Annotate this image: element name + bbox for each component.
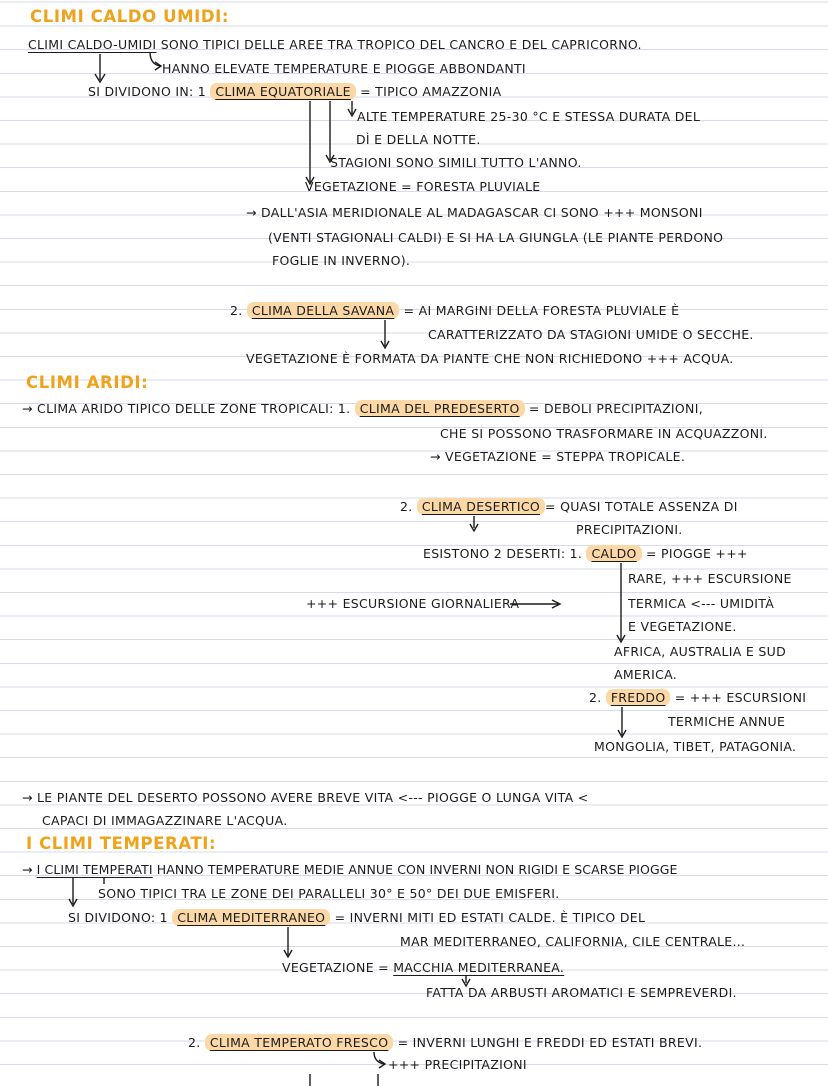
caldo-def: = PIOGGE +++: [641, 546, 748, 561]
desertico-prefix: 2.: [400, 499, 417, 514]
caldo-line4: E VEGETAZIONE.: [628, 619, 737, 634]
freddo-line2: TERMICHE ANNUE: [668, 714, 786, 729]
equatoriale-stagioni: STAGIONI SONO SIMILI TUTTO L'ANNO.: [330, 155, 582, 170]
term-macchia-mediterranea: MACCHIA MEDITERRANEA.: [393, 960, 565, 975]
aridi-intro-text: → CLIMA ARIDO TIPICO DELLE ZONE TROPICALI: 1.: [22, 401, 355, 416]
desertico-line: [400, 499, 738, 515]
arrowhead-icon: [155, 62, 161, 70]
mediterraneo-vegetazione: [282, 960, 564, 976]
highlight-clima-savana: CLIMA DELLA SAVANA: [247, 302, 399, 319]
freddo-line3: MONGOLIA, TIBET, PATAGONIA.: [594, 739, 797, 754]
savana-def-line2: CARATTERIZZATO DA STAGIONI UMIDE O SECCHE.: [428, 327, 754, 342]
divide-prefix: SI DIVIDONO IN: 1: [88, 84, 211, 99]
fresco-line: [188, 1035, 702, 1051]
highlight-clima-desertico: CLIMA DESERTICO: [417, 498, 545, 515]
temperati-arrow: →: [22, 862, 37, 877]
term-climi-caldo-umidi: CLIMI CALDO-UMIDI: [28, 37, 157, 52]
fresco-precipitazioni: +++ PRECIPITAZIONI: [388, 1057, 527, 1072]
savana-prefix: 2.: [230, 303, 247, 318]
esistono-text: ESISTONO 2 DESERTI: 1.: [423, 546, 587, 561]
highlight-clima-mediterraneo: CLIMA MEDITERRANEO: [172, 909, 330, 926]
predeserto-def-line2: CHE SI POSSONO TRASFORMARE IN ACQUAZZONI.: [440, 426, 768, 441]
highlight-caldo: CALDO: [586, 545, 641, 562]
arrowhead-icon: [552, 600, 560, 608]
intro-text: SONO TIPICI DELLE AREE TRA TROPICO DEL CANCRO E DEL CAPRICORNO.: [156, 37, 642, 52]
arrow-curve-icon: [374, 1052, 384, 1064]
caldo-line2: RARE, +++ ESCURSIONE: [628, 571, 792, 586]
savana-line: [230, 303, 679, 319]
monsoni-line2: (VENTI STAGIONALI CALDI) E SI HA LA GIUNGLA (LE PIANTE PERDONO: [268, 230, 724, 245]
monsoni-line1: → DALL'ASIA MERIDIONALE AL MADAGASCAR CI SONO +++ MONSONI: [246, 205, 703, 220]
arrowhead-icon: [69, 899, 77, 906]
heading-climi-aridi: CLIMI ARIDI:: [26, 373, 149, 392]
term-climi-temperati: I CLIMI TEMPERATI: [36, 862, 153, 877]
arrowhead-icon: [284, 950, 292, 957]
freddo-prefix: 2.: [589, 690, 606, 705]
desertico-def-line2: PRECIPITAZIONI.: [576, 522, 683, 537]
savana-vegetazione: VEGETAZIONE È FORMATA DA PIANTE CHE NON RICHIEDONO +++ ACQUA.: [246, 351, 734, 366]
caldo-umidi-intro: [28, 37, 642, 53]
highlight-clima-predeserto: CLIMA DEL PREDESERTO: [355, 400, 525, 417]
esistono-line: [423, 546, 748, 562]
arrowhead-icon: [379, 1060, 385, 1068]
highlight-clima-equatoriale: CLIMA EQUATORIALE: [210, 83, 356, 100]
arrowhead-icon: [95, 74, 105, 82]
predeserto-vegetazione: → VEGETAZIONE = STEPPA TROPICALE.: [430, 449, 686, 464]
arrowhead-icon: [617, 635, 625, 642]
predeserto-def: = DEBOLI PRECIPITAZIONI,: [524, 401, 703, 416]
freddo-line: [589, 690, 806, 706]
highlight-freddo: FREDDO: [606, 689, 671, 706]
escursione-giornaliera: +++ ESCURSIONE GIORNALIERA: [306, 596, 520, 611]
caldo-umidi-features: HANNO ELEVATE TEMPERATURE E PIOGGE ABBONDANTI: [162, 61, 526, 76]
arrow-curve-icon: [150, 52, 160, 66]
temperati-intro: [22, 862, 678, 878]
temperati-intro-text: HANNO TEMPERATURE MEDIE ANNUE CON INVERNI NON RIGIDI E SCARSE PIOGGE: [152, 862, 678, 877]
piante-line2: CAPACI DI IMMAGAZZINARE L'ACQUA.: [42, 813, 288, 828]
fresco-prefix: 2.: [188, 1035, 205, 1050]
fresco-def: = INVERNI LUNGHI E FREDDI ED ESTATI BREVI.: [393, 1035, 703, 1050]
piante-line1: → LE PIANTE DEL DESERTO POSSONO AVERE BREVE VITA <--- PIOGGE O LUNGA VITA <: [22, 790, 589, 805]
arrowhead-icon: [618, 730, 626, 737]
mediterraneo-def: = INVERNI MITI ED ESTATI CALDE. È TIPICO DEL: [330, 910, 646, 925]
africa-line1: AFRICA, AUSTRALIA E SUD: [614, 644, 786, 659]
temperati-divide-prefix: SI DIVIDONO: 1: [68, 910, 173, 925]
savana-def: = AI MARGINI DELLA FORESTA PLUVIALE È: [399, 303, 680, 318]
veg-prefix: VEGETAZIONE =: [282, 960, 394, 975]
equatoriale-vegetazione: VEGETAZIONE = FORESTA PLUVIALE: [305, 179, 541, 194]
caldo-line3: TERMICA <--- UMIDITÀ: [628, 596, 775, 611]
desertico-def: = QUASI TOTALE ASSENZA DI: [545, 499, 738, 514]
caldo-umidi-divide: [88, 84, 502, 100]
temperati-paralleli: SONO TIPICI TRA LE ZONE DEI PARALLELI 30° E 50° DEI DUE EMISFERI.: [98, 886, 560, 901]
freddo-def: = +++ ESCURSIONI: [670, 690, 807, 705]
africa-line2: AMERICA.: [614, 667, 678, 682]
arrowhead-icon: [470, 524, 478, 531]
monsoni-line3: FOGLIE IN INVERNO).: [272, 253, 411, 268]
equatoriale-temp-line1: ALTE TEMPERATURE 25-30 °C E STESSA DURATA DEL: [357, 109, 701, 124]
highlight-clima-temperato-fresco: CLIMA TEMPERATO FRESCO: [205, 1034, 394, 1051]
aridi-intro: [22, 401, 703, 417]
heading-climi-caldo-umidi: CLIMI CALDO UMIDI:: [30, 7, 230, 26]
arrowhead-icon: [348, 109, 356, 116]
mediterraneo-def-line2: MAR MEDITERRANEO, CALIFORNIA, CILE CENTRALE...: [400, 934, 746, 949]
heading-climi-temperati: I CLIMI TEMPERATI:: [26, 834, 217, 853]
equatoriale-temp-line2: DÌ E DELLA NOTTE.: [356, 132, 481, 147]
equatoriale-def: = TIPICO AMAZZONIA: [355, 84, 502, 99]
temperati-divide: [68, 910, 645, 926]
arbusti-line: FATTA DA ARBUSTI AROMATICI E SEMPREVERDI.: [426, 985, 737, 1000]
arrowhead-icon: [381, 341, 389, 348]
